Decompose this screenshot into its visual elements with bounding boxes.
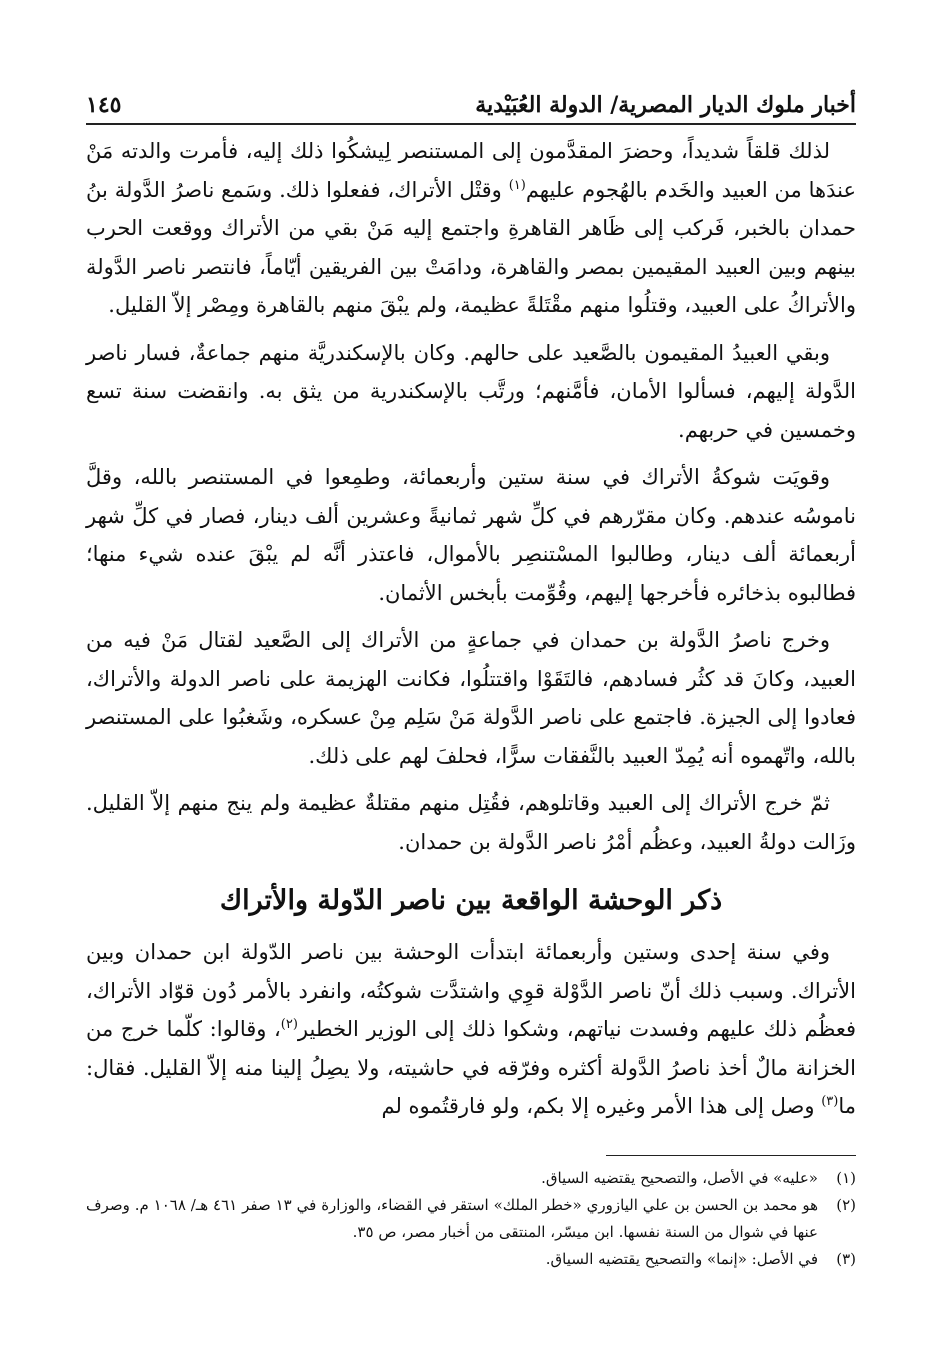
- footnote-rule: [606, 1155, 856, 1156]
- footnote-text: هو محمد بن الحسن بن علي اليازوري «خطر الملك» استقر في القضاء، والوزارة في ١٣ صفر ٤٦١ هـ/ ١٠٦٨ م. وصرف عنها في شوال من السنة نفسها. ابن ميسّر، المنتقى من أخبار مصر، ص ٣٥.: [86, 1196, 819, 1241]
- page-number: ١٤٥: [86, 92, 122, 118]
- paragraph-1: [86, 132, 856, 325]
- page-header: [86, 84, 856, 118]
- footnote-2: [86, 1192, 856, 1246]
- running-title: أخبار ملوك الديار المصرية/ الدولة العُبَيْدية: [475, 92, 856, 118]
- paragraph-6: [86, 933, 856, 1126]
- footnote-text: «عليه» في الأصل، والتصحيح يقتضيه السياق.: [541, 1169, 818, 1187]
- footnote-ref-1: (١): [508, 177, 526, 193]
- paragraph-6-text: وفي سنة إحدى وستين وأربعمائة ابتدأت الوحشة بين ناصر الدّولة ابن حمدان وبين الأتراك. وسبب ذلك أنّ ناصر الدَّوْلة قوِي واشتدَّت شوكتُه، وانفرد بالأمر دُون قوّاد الأتراك، فعظُم ذلك عليهم وفسدت نياتهم، وشكوا ذلك إلى الوزير الخطير: [86, 940, 857, 1041]
- paragraph-4: وخرج ناصرُ الدَّولة بن حمدان في جماعةٍ من الأتراك إلى الصَّعيد لقتال مَنْ فيه من العبيد، وكانَ قد كثُر فسادهم، فالتَقَوْا واقتتلُوا، فكانت الهزيمة على ناصر الدولة والأتراك، فعادوا إلى الجيزة. فاجتمع على ناصر الدَّولة مَنْ سَلِم مِنْ عسكره، وشَغبُوا على المستنصر بالله، واتّهموه أنه يُمِدّ العبيد بالنَّفقات سرًّا، فحلفَ لهم على ذلك.: [86, 628, 856, 768]
- footnote-ref-2: (٢): [280, 1017, 298, 1032]
- footnote-1: [86, 1165, 856, 1192]
- paragraph-6-tail: وصل إلى هذا الأمر وغيره إلا بكم، ولو فارقتُموه لم: [381, 1094, 822, 1118]
- paragraph-1-text: لذلك قلقاً شديداً، وحضرَ المقدَّمون إلى المستنصر لِيشكُوا ذلك إليه، فأمرت والدته مَنْ عندَها من العبيد والخَدم بالهُجوم عليهم: [86, 139, 856, 202]
- paragraph-5: ثمّ خرج الأتراك إلى العبيد وقاتلوهم، فقُتِل منهم مقتلةٌ عظيمة ولم ينج منهم إلاّ القليل. وزَالت دولةُ العبيد، وعظُم أمْرُ ناصر الدَّولة بن حمدان.: [86, 791, 856, 854]
- footnote-ref-3: (٣): [821, 1094, 839, 1109]
- main-text: [86, 132, 856, 1135]
- paragraph-3: وقويَت شوكةُ الأتراك في سنة ستين وأربعمائة، وطمِعوا في المستنصر بالله، وقلَّ ناموسُه عندهم. وكان مقرّرهم في كلِّ شهر ثمانيةً وعشرين ألف دينار، فصار في كلِّ شهر أربعمائة ألف دينار، وطالبوا المسْتنصِر بالأموال، فاعتذر أنَّه لم يبْقَ عنده شيء منها؛ فطالبوه بذخائره فأخرجها إليهم، وقُوِّمت بأبخس الأثمان.: [86, 465, 856, 605]
- footnote-number: (١): [836, 1169, 856, 1187]
- footnote-number: (٣): [836, 1250, 856, 1268]
- footnotes: [86, 1165, 856, 1273]
- footnote-text: في الأصل: «إنما» والتصحيح يقتضيه السياق.: [545, 1250, 818, 1268]
- paragraph-1-tail: وقتْل الأتراك، ففعلوا ذلك. وسَمع ناصرُ الدَّولة بنُ حمدان بالخبر، فَركب إلى ظَاهر القاهرةِ واجتمع إليه مَنْ بقي من الأتراك ووقعت الحرب بينهم وبين العبيد المقيمين بمصر والقاهرة، ودامَتْ بين الفريقين أيّاماً، فانتصر ناصر الدَّولة والأتراكُ على العبيد، وقتلُوا منهم مقْتَلةً عظيمة، ولم يبْقَ منهم بالقاهرة ومِصْر إلاّ القليل.: [86, 177, 856, 317]
- section-heading: ذكر الوحشة الواقعة بين ناصر الدّولة والأتراك: [219, 885, 723, 916]
- header-rule: [86, 123, 856, 125]
- paragraph-6-mid: ، وقالوا: كلّما خرج من الخزانة مالٌ أخذ ناصرُ الدَّولة أكثره وفرّقه في حاشيته، ولا يصِلُ إلينا منه إلاّ القليل. فقال: ما: [86, 1017, 856, 1118]
- paragraph-2: وبقي العبيدُ المقيمون بالصَّعيد على حالهم. وكان بالإسكندريَّة منهم جماعةٌ، فسار ناصر الدَّولة إليهم، فسألوا الأمان، فأمَّنهم؛ ورتَّب بالإسكندرية من يثق به. وانقضت سنة تسع وخمسين في حربهم.: [86, 340, 856, 442]
- footnote-3: [86, 1246, 856, 1273]
- footnote-number: (٢): [836, 1196, 856, 1214]
